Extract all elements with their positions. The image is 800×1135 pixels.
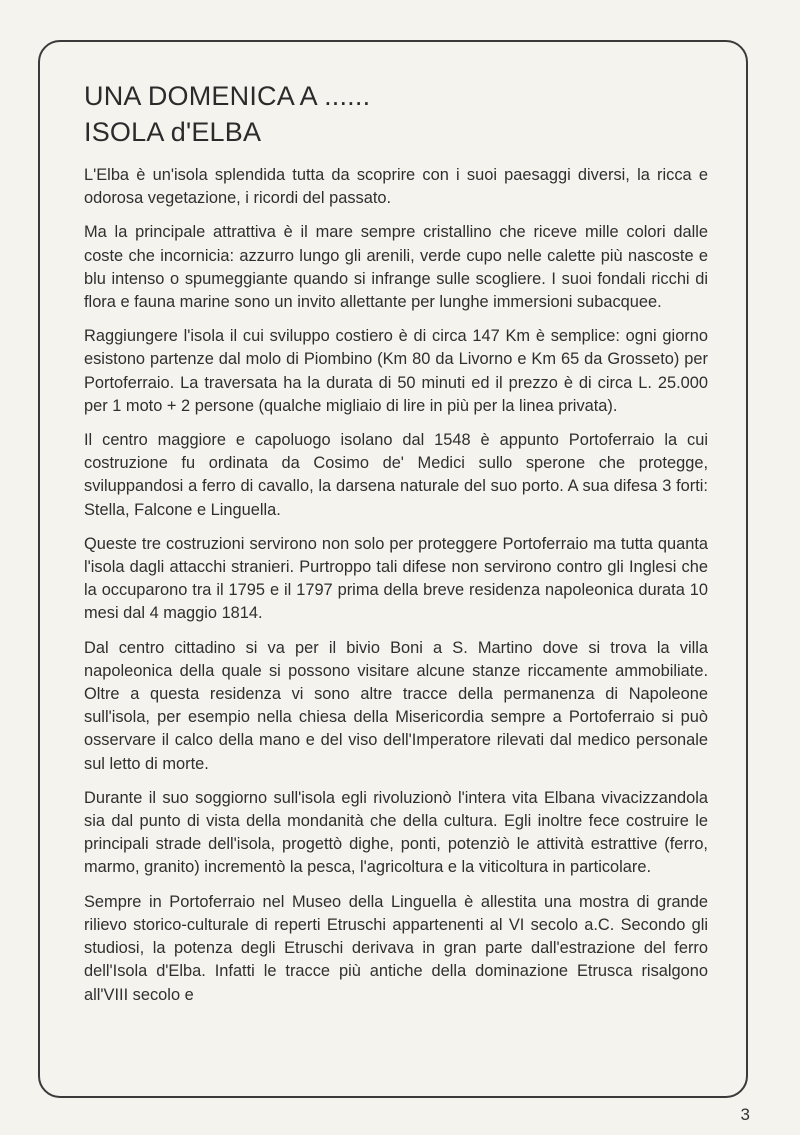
paragraph-5: Queste tre costruzioni servirono non solo per proteggere Portoferraio ma tutta quanta l'isola dagli attacchi stranieri. Purtroppo tali difese non servirono contro gli Inglesi che la occuparono tra il 1795 e il 1797 prima della breve residenza napoleonica durata 10 mesi dal 4 maggio 1814.: [84, 534, 708, 623]
title-line-1: UNA DOMENICA A ......: [84, 81, 371, 111]
paragraph-1: L'Elba è un'isola splendida tutta da scoprire con i suoi paesaggi diversi, la ricca e odorosa vegetazione, i ricordi del passato.: [84, 166, 708, 208]
article-title: [84, 78, 708, 150]
paragraph-8: Sempre in Portoferraio nel Museo della Linguella è allestita una mostra di grande rilievo storico-culturale di reperti Etruschi appartenenti al VI secolo a.C. Secondo gli studiosi, la potenza degli Etruschi derivava in gran parte dall'estrazione del ferro dell'Isola d'Elba. Infatti le tracce più antiche della dominazione Etrusca risalgono all'VIII secolo e: [84, 892, 708, 1004]
page-number: 3: [740, 1105, 750, 1124]
paragraph-3: Raggiungere l'isola il cui sviluppo costiero è di circa 147 Km è semplice: ogni giorno esistono partenze dal molo di Piombino (Km 80 da Livorno e Km 65 da Grosseto) per Portoferraio. La traversata ha la durata di 50 minuti ed il prezzo è di circa L. 25.000 per 1 moto + 2 persone (qualche migliaio di lire in più per la linea privata).: [84, 327, 708, 415]
paragraph-4: Il centro maggiore e capoluogo isolano dal 1548 è appunto Portoferraio la cui costruzione fu ordinata da Cosimo de' Medici sullo sperone che protegge, sviluppandosi a ferro di cavallo, la darsena naturale del suo porto. A sua difesa 3 forti: Stella, Falcone e Linguella.: [84, 431, 708, 519]
paragraph-7: Durante il suo soggiorno sull'isola egli rivoluzionò l'intera vita Elbana vivacizzandola sia dal punto di vista della mondanità che della cultura. Egli inoltre fece costruire le principali strade dell'isola, progettò dighe, ponti, potenziò le attività estrattive (ferro, marmo, granito) incrementò la pesca, l'agricoltura e la viticoltura in particolare.: [84, 788, 708, 877]
title-line-2: ISOLA d'ELBA: [84, 117, 262, 147]
paragraph-2: Ma la principale attrattiva è il mare sempre cristallino che riceve mille colori dalle coste che incornicia: azzurro lungo gli arenili, verde cupo nelle calette più nascoste e blu intenso o spumeggiante quando si infrange sulle scogliere. I suoi fondali ricchi di flora e fauna marine sono un invito allettante per lunghe immersioni subacquee.: [84, 223, 708, 312]
paragraph-6: Dal centro cittadino si va per il bivio Boni a S. Martino dove si trova la villa napoleonica della quale si possono visitare alcune stanze riccamente ammobiliate. Oltre a questa residenza vi sono altre tracce della permanenza di Napoleone sull'isola, per esempio nella chiesa della Misericordia sempre a Portoferraio si può osservare il calco della mano e del viso dell'Imperatore rilevati dal medico personale sul letto di morte.: [84, 638, 708, 773]
article: [84, 78, 708, 1018]
